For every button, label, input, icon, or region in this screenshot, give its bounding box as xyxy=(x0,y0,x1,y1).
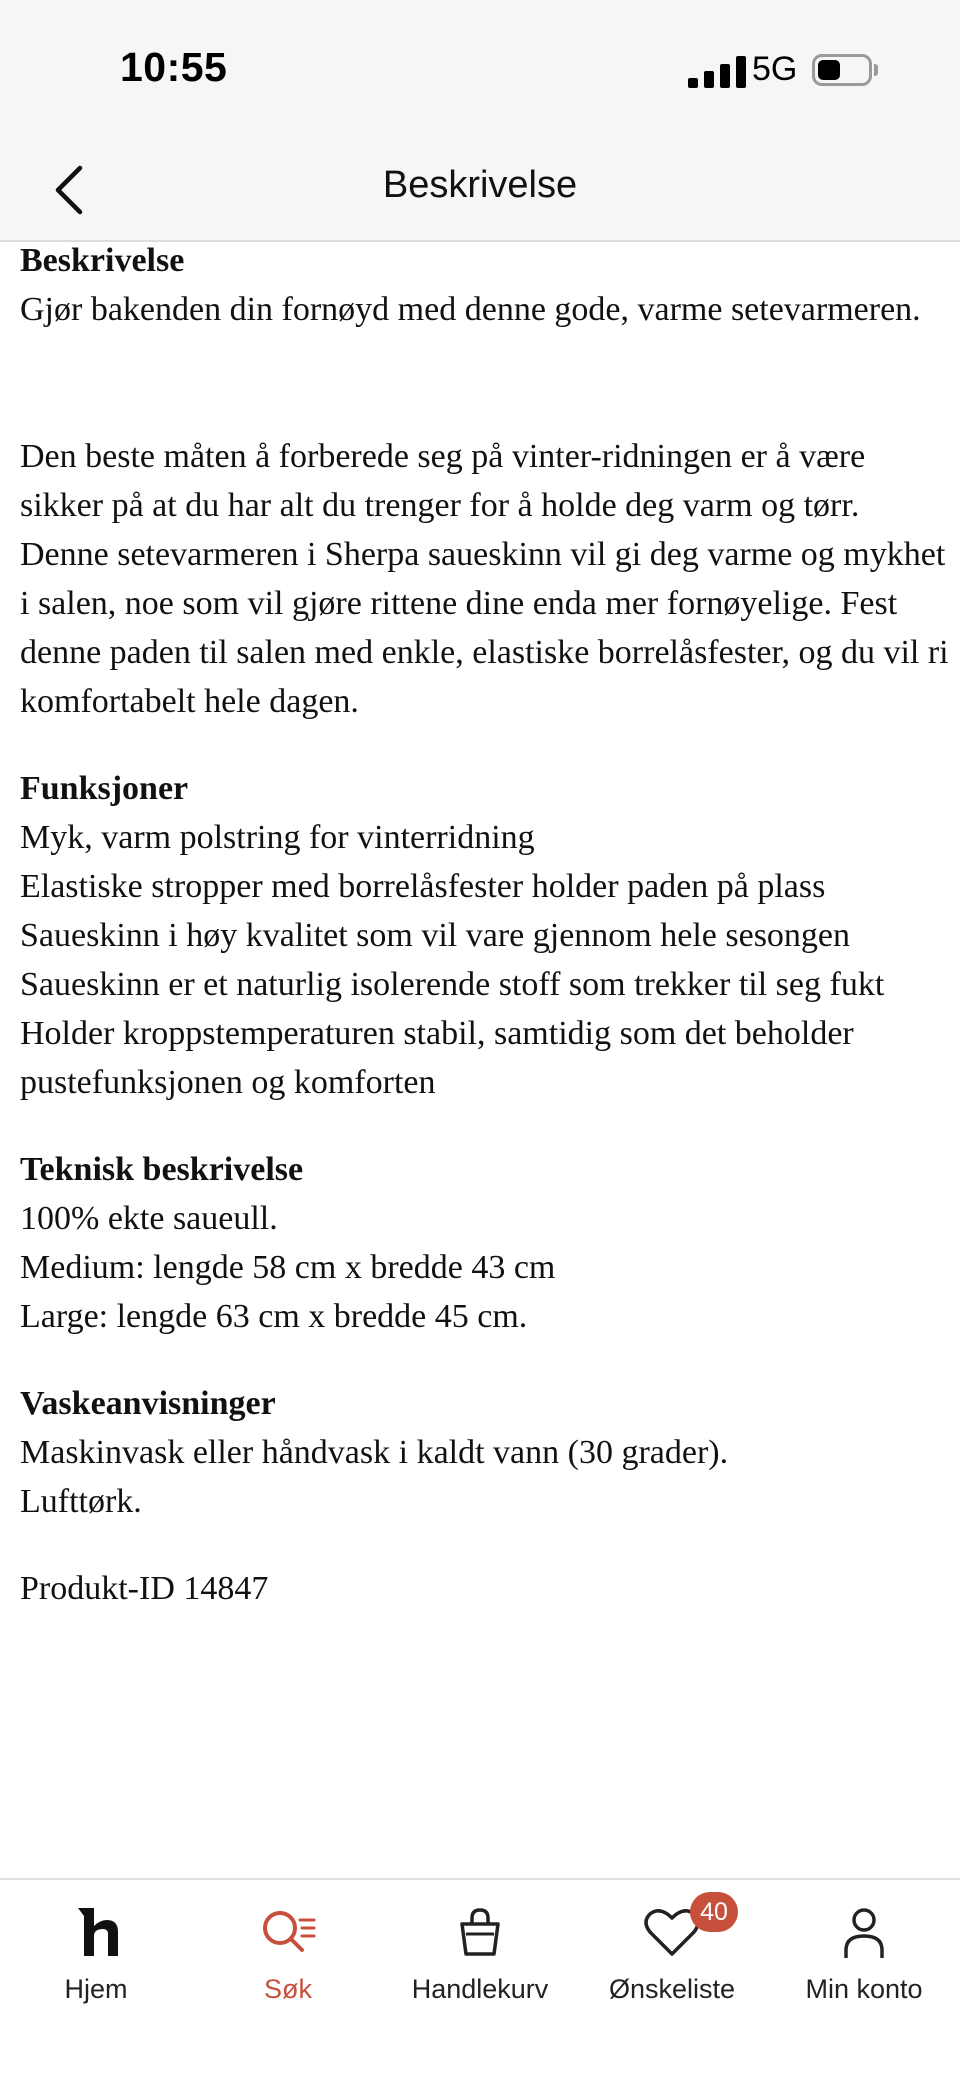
tab-wishlist[interactable] xyxy=(576,1900,768,2020)
status-time: 10:55 xyxy=(120,44,228,90)
technical-item: 100% ekte saueull. xyxy=(20,1200,278,1237)
home-logo-icon xyxy=(64,1900,128,1964)
product-description xyxy=(20,236,950,1613)
user-icon xyxy=(832,1900,896,1964)
description-heading: Beskrivelse xyxy=(20,242,185,279)
feature-item: Saueskinn i høy kvalitet som vil vare gjennom hele sesongen xyxy=(20,917,851,954)
tab-cart-label: Handlekurv xyxy=(411,1974,549,2004)
technical-item: Medium: lengde 58 cm x bredde 43 cm xyxy=(20,1249,556,1286)
page-title: Beskrivelse xyxy=(382,164,578,206)
technical-heading: Teknisk beskrivelse xyxy=(20,1151,304,1188)
feature-item: Holder kroppstemperaturen stabil, samtidig som det beholder pustefunksjonen og komforten xyxy=(20,1015,854,1101)
battery-tip xyxy=(874,64,878,76)
tab-wishlist-label: Ønskeliste xyxy=(608,1974,736,2004)
feature-item: Saueskinn er et naturlig isolerende stoff som trekker til seg fukt xyxy=(20,966,885,1003)
search-icon xyxy=(256,1900,320,1964)
battery-icon xyxy=(812,54,872,86)
washing-item: Lufttørk. xyxy=(20,1483,142,1520)
tab-account-label: Min konto xyxy=(805,1974,923,2004)
features-heading: Funksjoner xyxy=(20,770,189,807)
navigation-bar xyxy=(0,140,960,242)
shopping-bag-icon xyxy=(448,1900,512,1964)
washing-item: Maskinvask eller håndvask i kaldt vann (30 grader). xyxy=(20,1434,729,1471)
tab-account[interactable] xyxy=(768,1900,960,2020)
status-bar xyxy=(0,0,960,140)
washing-heading: Vaskeanvisninger xyxy=(20,1385,276,1422)
tab-bar xyxy=(0,1878,960,2081)
feature-item: Myk, varm polstring for vinterridning xyxy=(20,819,535,856)
network-type: 5G xyxy=(752,50,798,88)
feature-item: Elastiske stropper med borrelåsfester holder paden på plass xyxy=(20,868,826,905)
tab-home[interactable] xyxy=(0,1900,192,2020)
product-id: Produkt-ID 14847 xyxy=(20,1570,269,1607)
description-intro: Gjør bakenden din fornøyd med denne gode, varme setevarmeren. xyxy=(20,291,921,328)
tab-cart[interactable] xyxy=(384,1900,576,2020)
tab-home-label: Hjem xyxy=(64,1974,128,2004)
cellular-signal-icon xyxy=(688,56,748,88)
description-body: Den beste måten å forberede seg på vinter-ridningen er å være sikker på at du har alt du trenger for å holde deg varm og tørr. Denne setevarmeren i Sherpa saueskinn vil gi deg varme og mykhet i salen, noe som vil gjøre rittene dine enda mer fornøyelige. Fest denne paden til salen med enkle, elastiske borrelåsfester, og du vil ri komfortabelt hele dagen. xyxy=(20,438,949,720)
wishlist-count-badge: 40 xyxy=(690,1892,738,1932)
tab-search[interactable] xyxy=(192,1900,384,2020)
technical-item: Large: lengde 63 cm x bredde 45 cm. xyxy=(20,1298,528,1335)
tab-search-label: Søk xyxy=(263,1974,312,2004)
